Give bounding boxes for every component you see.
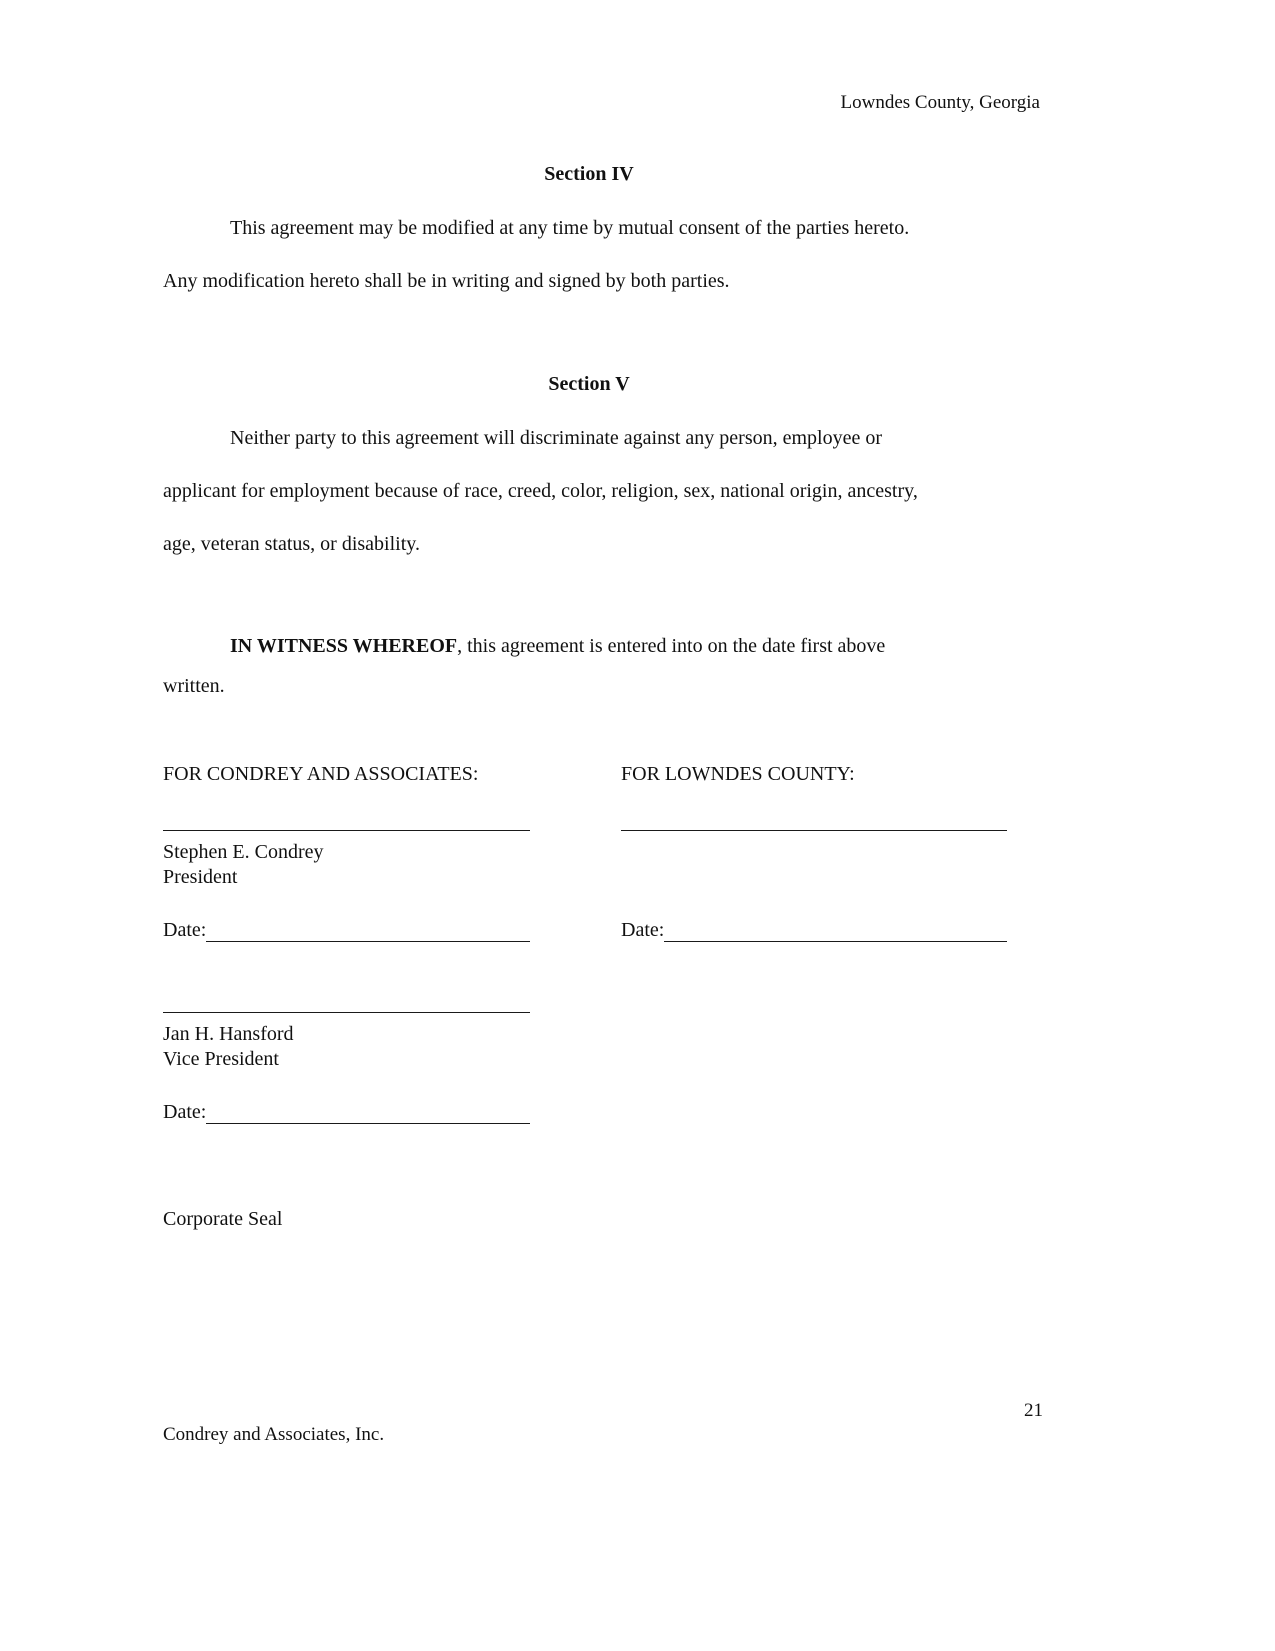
signer1-block <box>163 840 1015 890</box>
date-row-county <box>621 916 1007 942</box>
paragraph-line: applicant for employment because of race, creed, color, religion, sex, national origin, ancestry, <box>163 480 918 502</box>
date-row-1 <box>163 916 1015 942</box>
paragraph-line: Neither party to this agreement will discriminate against any person, employee or <box>230 427 883 449</box>
witness-lead: IN WITNESS WHEREOF <box>230 635 458 657</box>
signer2-block <box>163 1022 1015 1072</box>
date-row-hansford <box>163 1098 530 1124</box>
witness-rest: , this agreement is entered into on the date first above <box>457 635 886 657</box>
date-signature-line <box>206 1098 530 1124</box>
signature-line-condrey <box>163 830 530 831</box>
signature-heading-county: FOR LOWNDES COUNTY: <box>621 763 855 785</box>
date-label: Date: <box>163 1101 207 1123</box>
paragraph-line: This agreement may be modified at any time by mutual consent of the parties hereto. <box>230 217 910 239</box>
section-v-paragraph <box>163 412 1015 571</box>
signatory-name: Stephen E. Condrey <box>163 841 324 863</box>
date-row-2 <box>163 1098 1015 1124</box>
date-signature-line <box>206 916 530 942</box>
signature-headings-row <box>163 763 1015 786</box>
signature-heading-condrey: FOR CONDREY AND ASSOCIATES: <box>163 763 479 785</box>
section-iv-title: Section IV <box>544 163 634 185</box>
paragraph-line: Any modification hereto shall be in writing and signed by both parties. <box>163 270 730 292</box>
signatory-title: Vice President <box>163 1048 279 1070</box>
signatory-name: Jan H. Hansford <box>163 1023 294 1045</box>
signatory-title: President <box>163 866 238 888</box>
signature-lines-row <box>163 830 1015 831</box>
section-v-title: Section V <box>548 373 630 395</box>
corporate-seal-label: Corporate Seal <box>163 1208 283 1230</box>
date-signature-line <box>664 916 1007 942</box>
date-label: Date: <box>621 919 665 941</box>
signature-line-county <box>621 830 1007 831</box>
date-label: Date: <box>163 919 207 941</box>
witness-clause <box>163 626 1015 706</box>
page-number: 21 <box>1024 1400 1043 1421</box>
section-iv-paragraph <box>163 202 1015 308</box>
witness-line: written. <box>163 675 225 697</box>
paragraph-line: age, veteran status, or disability. <box>163 533 420 555</box>
header-location: Lowndes County, Georgia <box>840 92 1040 113</box>
witness-line <box>163 626 1015 666</box>
footer-company: Condrey and Associates, Inc. <box>163 1424 385 1445</box>
signature-line-row-2 <box>163 1012 1015 1013</box>
signature-line-hansford <box>163 1012 530 1013</box>
date-row-condrey <box>163 916 530 942</box>
